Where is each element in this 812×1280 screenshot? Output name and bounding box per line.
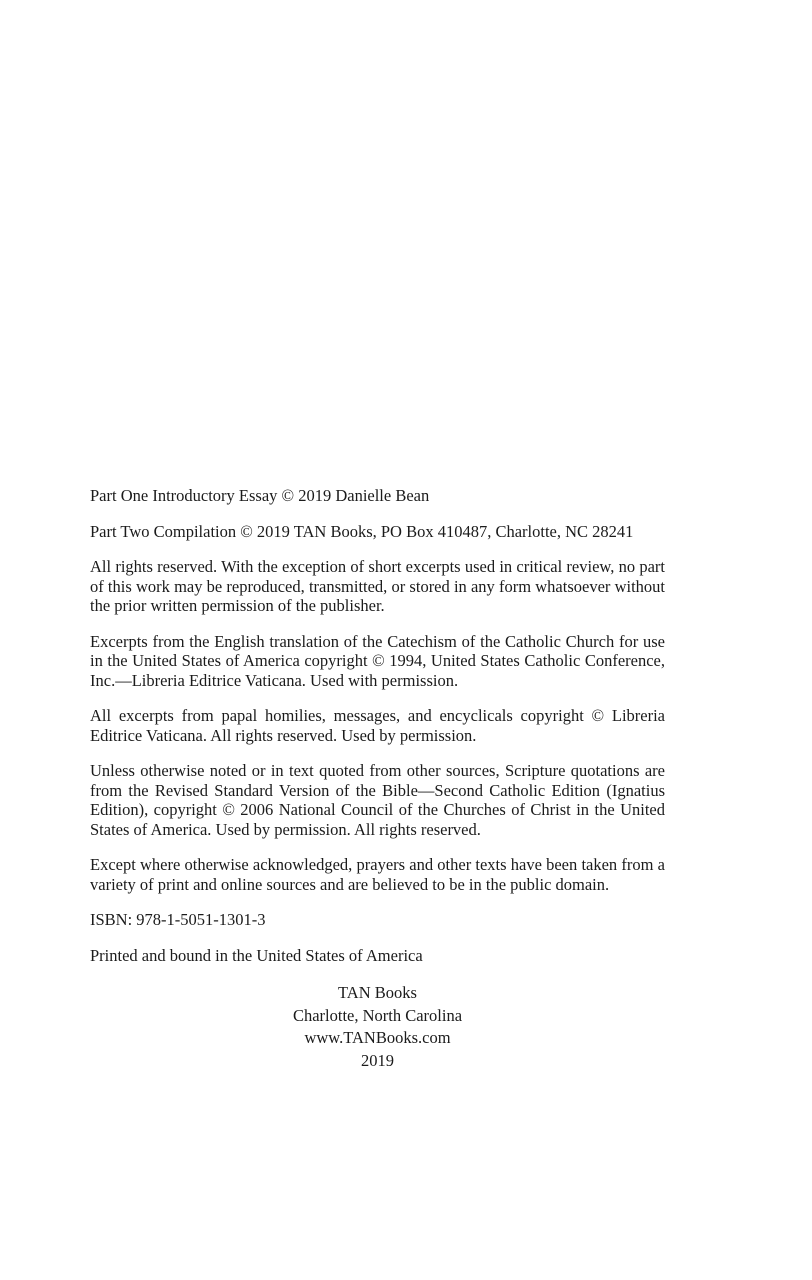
catechism-excerpts-paragraph: Excerpts from the English translation of the Catechism of the Catholic Church for use in the United States of America copyright © 1994, United States Catholic Conference, Inc.—Libreria Editrice Vaticana. Used with permission. bbox=[90, 631, 665, 690]
printed-in-line: Printed and bound in the United States of America bbox=[90, 945, 423, 965]
papal-excerpts-paragraph: All excerpts from papal homilies, messages, and encyclicals copyright © Libreria Editrice Vaticana. All rights reserved. Used by permission. bbox=[90, 706, 665, 745]
publisher-block bbox=[90, 982, 665, 1072]
publisher-location: Charlotte, North Carolina bbox=[292, 1005, 463, 1025]
isbn-line: ISBN: 978-1-5051-1301-3 bbox=[90, 910, 266, 929]
public-domain-paragraph: Except where otherwise acknowledged, prayers and other texts have been taken from a variety of print and online sources and are believed to be in the public domain. bbox=[90, 855, 665, 894]
part-two-copyright-line: Part Two Compilation © 2019 TAN Books, PO Box 410487, Charlotte, NC 28241 bbox=[90, 521, 634, 541]
publisher-name: TAN Books bbox=[338, 983, 417, 1002]
publisher-website: www.TANBooks.com bbox=[304, 1028, 451, 1047]
publication-year: 2019 bbox=[361, 1050, 394, 1070]
rights-reserved-paragraph: All rights reserved. With the exception of short excerpts used in critical review, no part of this work may be reproduced, transmitted, or stored in any form whatsoever without the prior written permission of the publisher. bbox=[90, 557, 665, 615]
part-one-copyright-line: Part One Introductory Essay © 2019 Danielle Bean bbox=[90, 486, 430, 505]
scripture-quotations-paragraph: Unless otherwise noted or in text quoted from other sources, Scripture quotations are from the Revised Standard Version of the Bible—Second Catholic Edition (Ignatius Edition), copyright © 2006 National Council of the Churches of Christ in the United States of America. Used by permission. All rights reserved. bbox=[90, 761, 665, 839]
